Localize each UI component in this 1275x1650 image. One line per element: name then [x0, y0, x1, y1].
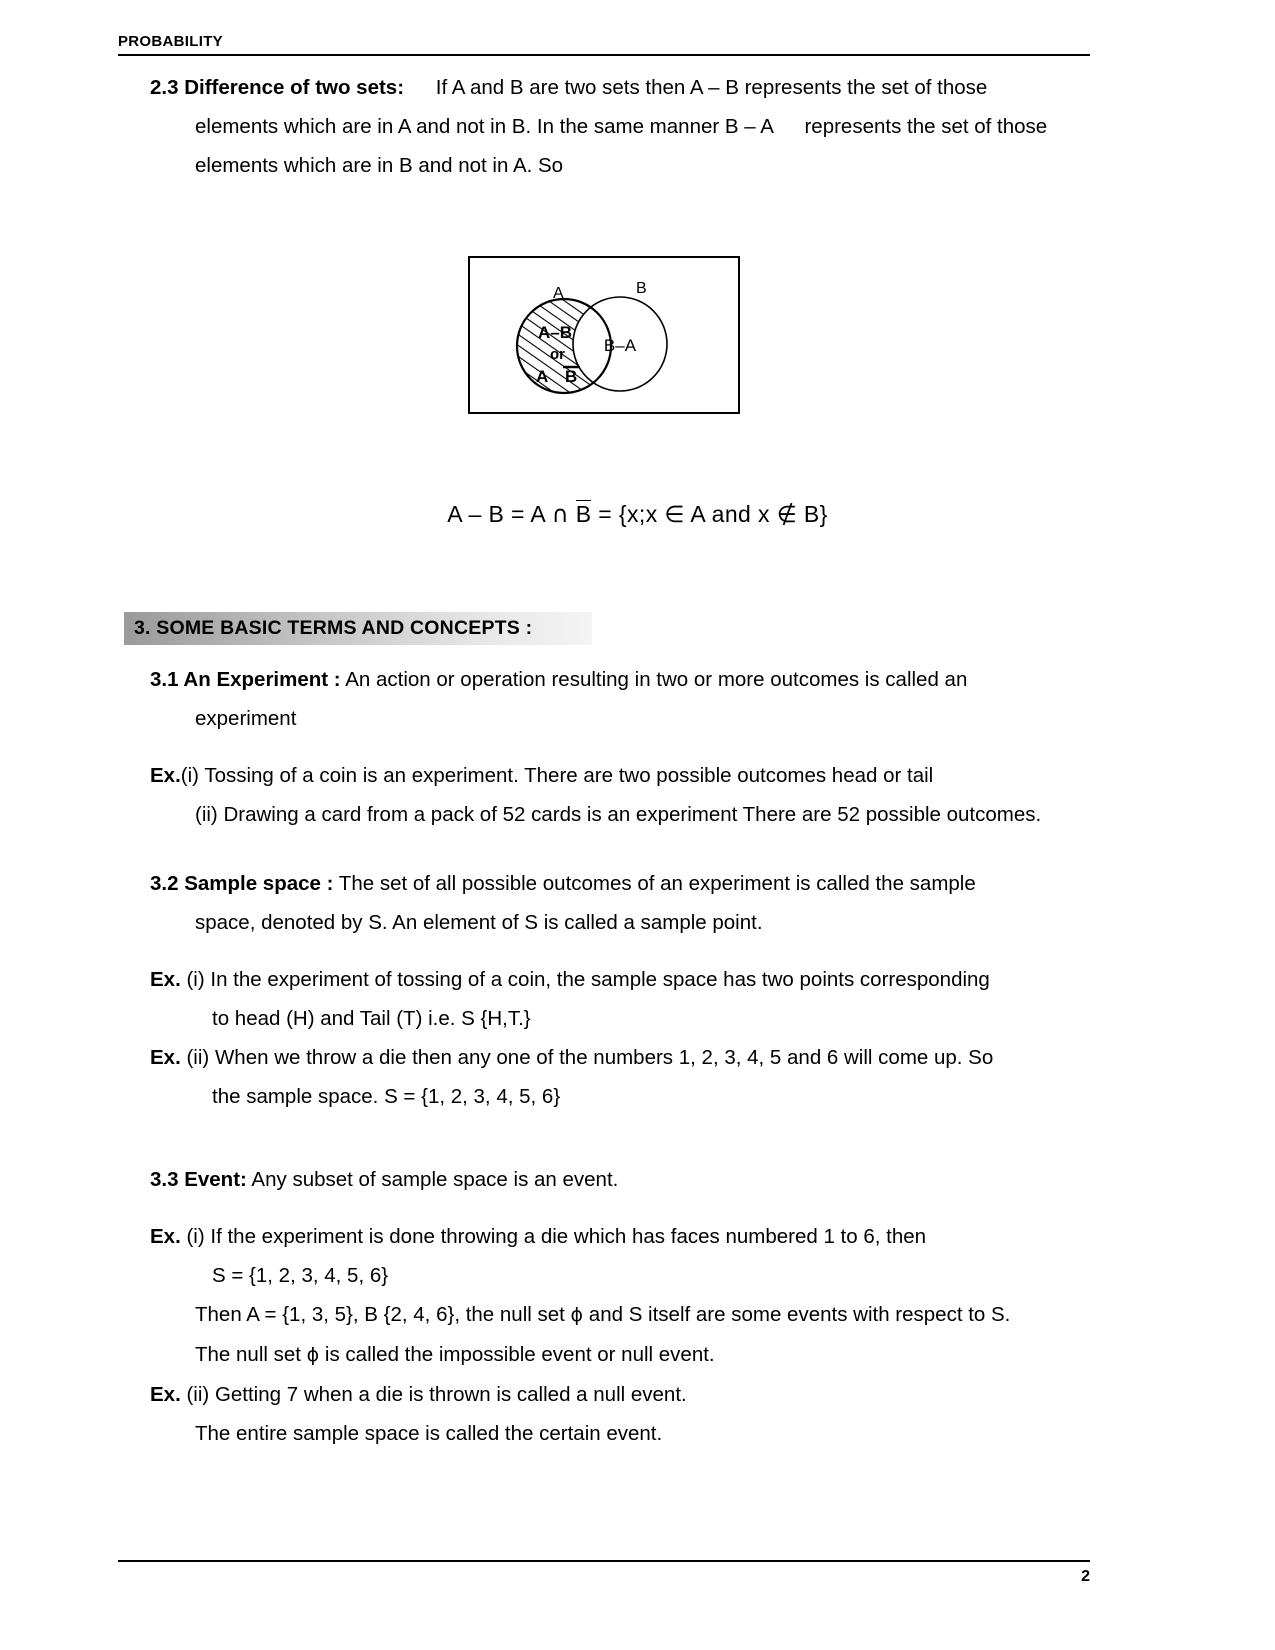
- venn-label-b-minus-a: B–A: [603, 336, 637, 355]
- certain-event-line: The entire sample space is called the certain event.: [195, 1422, 663, 1445]
- example-3-3-i-text: (i) If the experiment is done throwing a die which has faces numbered 1 to 6, then: [186, 1225, 927, 1248]
- section-3-heading-label: 3. SOME BASIC TERMS AND CONCEPTS :: [134, 617, 533, 639]
- page-footer: [118, 1560, 1090, 1586]
- formula-set-a: A and x: [690, 501, 770, 527]
- phi-icon: ϕ: [570, 1304, 584, 1326]
- page-number: 2: [1081, 1568, 1090, 1585]
- venn-label-a-cap: A: [536, 367, 549, 386]
- venn-diagram: [468, 256, 740, 414]
- difference-formula: [0, 500, 1275, 528]
- formula-b-complement: B: [575, 501, 592, 527]
- formula-eq1: =: [511, 501, 525, 527]
- venn-label-b-complement: B: [565, 367, 578, 386]
- formula-lhs: A – B: [447, 501, 505, 527]
- example-3-3-i-label: Ex.: [150, 1225, 181, 1248]
- formula-set-open: {x;x: [618, 501, 658, 527]
- example-3-2-ii: [150, 1038, 1100, 1077]
- spacer: [150, 1199, 1100, 1217]
- set-a-hatch-region: [508, 291, 667, 406]
- example-3-3-ii-label: Ex.: [150, 1383, 181, 1406]
- venn-label-b: B: [636, 280, 647, 297]
- item-3-1-text: An action or operation resulting in two or more outcomes is called an: [340, 668, 968, 691]
- example-3-3-i-set: S = {1, 2, 3, 4, 5, 6}: [212, 1264, 389, 1287]
- section-2-3-block: [150, 68, 1095, 185]
- phi-icon: ϕ: [306, 1344, 320, 1366]
- item-3-2-text: The set of all possible outcomes of an experiment is called the sample: [333, 872, 976, 895]
- example-3-3-ii: [150, 1375, 1100, 1414]
- item-3-3-text: Any subset of sample space is an event.: [246, 1168, 619, 1191]
- section-2-3-line2a: elements which are in A and not in B. In the same manner B – A: [195, 115, 773, 138]
- item-3-1-cont: experiment: [195, 707, 297, 730]
- section-2-3-paragraph: [150, 68, 1095, 107]
- header-title: PROBABILITY: [118, 33, 223, 50]
- formula-mid-a: A: [530, 501, 545, 527]
- section-3-heading-band: [124, 612, 592, 645]
- page-header: [118, 34, 1090, 56]
- null-set-line-part-a: The null set: [195, 1343, 307, 1366]
- venn-label-a-minus-b: A–B: [538, 323, 573, 342]
- section-2-3-heading: 2.3 Difference of two sets:: [150, 76, 405, 99]
- example-3-2-i: [150, 960, 1100, 999]
- example-3-2-ii-cont: the sample space. S = {1, 2, 3, 4, 5, 6}: [212, 1085, 561, 1108]
- item-3-1-label: 3.1 An Experiment :: [150, 668, 341, 691]
- example-3-1-i-label: Ex.: [150, 764, 181, 787]
- element-of-icon: ∈: [664, 502, 685, 528]
- then-line-part-a: Then A = {1, 3, 5}, B {2, 4, 6}, the null set: [195, 1303, 571, 1326]
- formula-set-close: B}: [803, 501, 828, 527]
- formula-eq2: =: [598, 501, 613, 527]
- header-divider: [118, 54, 1090, 56]
- spacer: [150, 942, 1100, 960]
- section-2-3-line2: [150, 107, 1095, 146]
- example-3-1-ii: (ii) Drawing a card from a pack of 52 cards is an experiment There are 52 possible outcomes.: [195, 803, 1042, 826]
- null-set-line: [150, 1335, 1100, 1375]
- item-3-2-label: 3.2 Sample space :: [150, 872, 334, 895]
- example-3-2-i-label: Ex.: [150, 968, 181, 991]
- example-3-3-ii-text: (ii) Getting 7 when a die is thrown is called a null event.: [186, 1383, 687, 1406]
- spacer: [150, 834, 1100, 864]
- venn-diagram-svg: [468, 256, 740, 414]
- example-3-2-ii-text: (ii) When we throw a die then any one of the numbers 1, 2, 3, 4, 5 and 6 will come up. So: [186, 1046, 994, 1069]
- spacer: [150, 1116, 1100, 1160]
- example-3-2-i-cont: to head (H) and Tail (T) i.e. S {H,T.}: [212, 1007, 531, 1030]
- example-3-2-i-text: (i) In the experiment of tossing of a coin, the sample space has two points corresponding: [186, 968, 990, 991]
- item-3-1: [150, 660, 1100, 699]
- item-3-3: [150, 1160, 1100, 1199]
- example-3-3-i: [150, 1217, 1100, 1256]
- section-2-3-line3: elements which are in B and not in A. So: [195, 154, 564, 177]
- section-2-3-line2b: represents the set of those: [804, 115, 1048, 138]
- then-line: [150, 1295, 1100, 1335]
- item-3-3-label: 3.3 Event:: [150, 1168, 247, 1191]
- section-3-content: [150, 660, 1100, 1453]
- venn-label-a: A: [553, 285, 564, 302]
- item-3-2: [150, 864, 1100, 903]
- section-2-3-line1: If A and B are two sets then A – B represents the set of those: [435, 76, 988, 99]
- null-set-line-part-b: is called the impossible event or null event.: [319, 1343, 715, 1366]
- example-3-2-ii-label: Ex.: [150, 1046, 181, 1069]
- example-3-1-i: [150, 756, 1100, 795]
- example-3-1-i-text: (i) Tossing of a coin is an experiment. There are two possible outcomes head or tail: [180, 764, 934, 787]
- not-element-of-icon: ∉: [776, 502, 798, 528]
- item-3-2-cont: space, denoted by S. An element of S is called a sample point.: [195, 911, 763, 934]
- spacer: [150, 738, 1100, 756]
- intersection-icon: ∩: [551, 502, 569, 528]
- venn-label-or: or: [550, 346, 565, 363]
- then-line-part-b: and S itself are some events with respect to S.: [583, 1303, 1011, 1326]
